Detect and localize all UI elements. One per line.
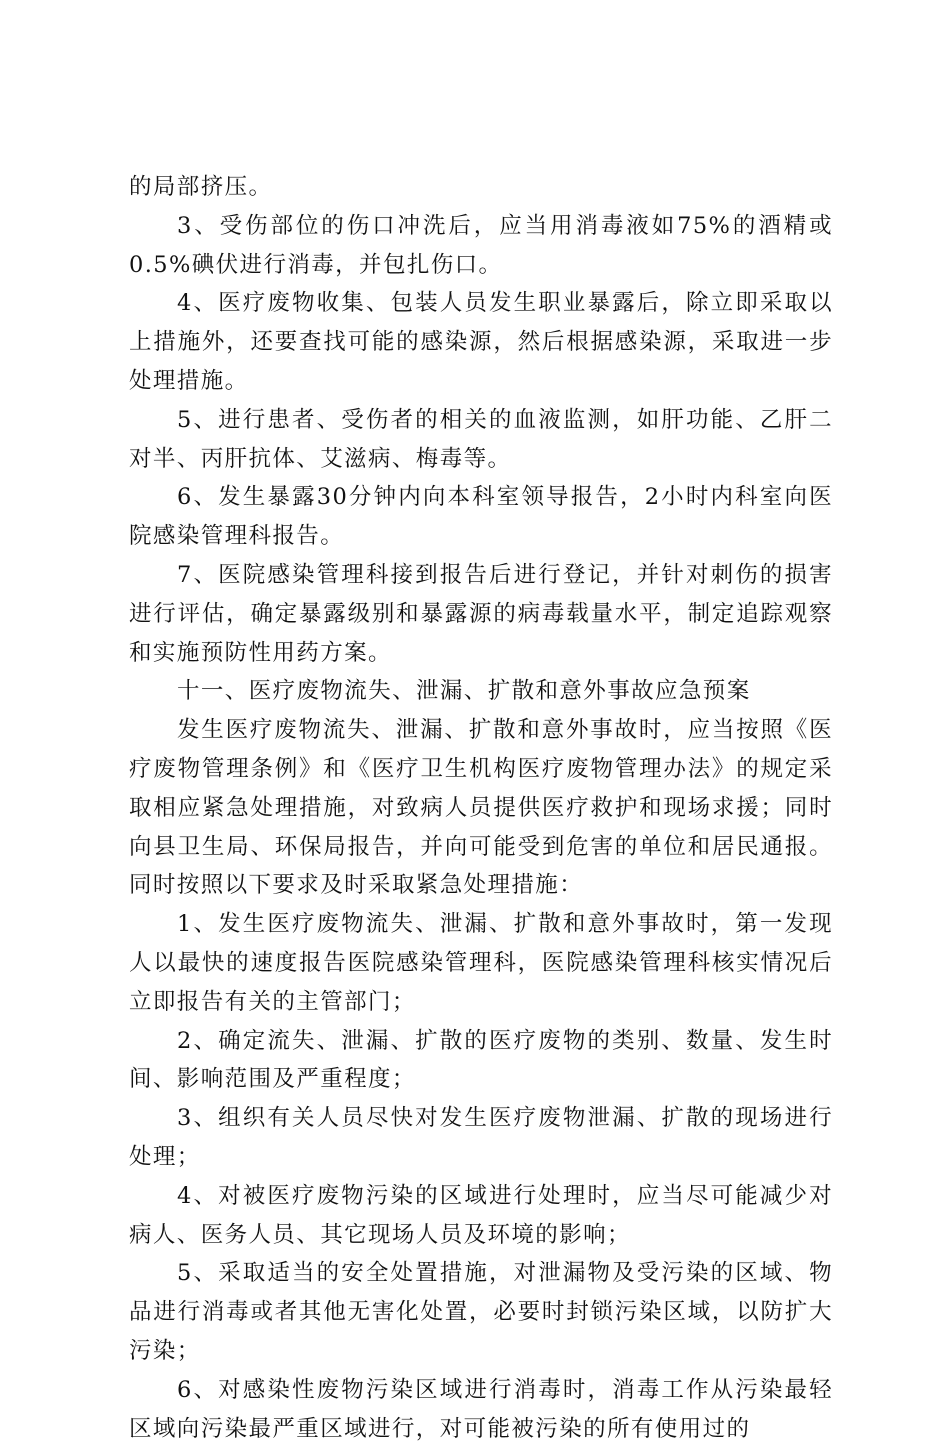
paragraph-section-intro: 发生医疗废物流失、泄漏、扩散和意外事故时，应当按照《医疗废物管理条例》和《医疗卫生机构医疗废物管理办法》的规定采取相应紧急处理措施，对致病人员提供医疗救护和现场求援；同时向县卫生局、环保局报告，并向可能受到危害的单位和居民通报。同时按照以下要求及时采取紧急处理措施：	[129, 717, 833, 899]
paragraph-step-2: 2、确定流失、泄漏、扩散的医疗废物的类别、数量、发生时间、影响范围及严重程度；	[129, 1027, 833, 1093]
paragraph-step-5: 5、采取适当的安全处置措施，对泄漏物及受污染的区域、物品进行消毒或者其他无害化处置，必要时封锁污染区域，以防扩大污染；	[129, 1260, 833, 1364]
paragraph-continuation: 的局部挤压。	[129, 174, 273, 200]
paragraph-item-7-registration: 7、医院感染管理科接到报告后进行登记，并针对刺伤的损害进行评估，确定暴露级别和暴露源的病毒载量水平，制定追踪观察和实施预防性用药方案。	[129, 561, 833, 666]
paragraph-step-4: 4、对被医疗废物污染的区域进行处理时，应当尽可能减少对病人、医务人员、其它现场人员及环境的影响；	[129, 1182, 833, 1248]
paragraph-item-3-wound-disinfection: 3、受伤部位的伤口冲洗后，应当用消毒液如75%的酒精或0.5%碘伏进行消毒，并包扎伤口。	[129, 212, 833, 278]
section-heading-eleven: 十一、医疗废物流失、泄漏、扩散和意外事故应急预案	[177, 678, 751, 705]
paragraph-step-3: 3、组织有关人员尽快对发生医疗废物泄漏、扩散的现场进行处理；	[129, 1105, 833, 1170]
paragraph-item-6-reporting: 6、发生暴露30分钟内向本科室领导报告，2小时内科室向医院感染管理科报告。	[129, 484, 833, 550]
paragraph-step-6: 6、对感染性废物污染区域进行消毒时，消毒工作从污染最轻区域向污染最严重区域进行，对可能被污染的所有使用过的	[129, 1376, 833, 1442]
paragraph-item-5-blood-monitoring: 5、进行患者、受伤者的相关的血液监测，如肝功能、乙肝二对半、丙肝抗体、艾滋病、梅毒等。	[129, 406, 833, 472]
paragraph-item-4-collection-staff: 4、医疗废物收集、包装人员发生职业暴露后，除立即采取以上措施外，还要查找可能的感染源，然后根据感染源，采取进一步处理措施。	[129, 290, 833, 394]
paragraph-step-1: 1、发生医疗废物流失、泄漏、扩散和意外事故时，第一发现人以最快的速度报告医院感染管理科，医院感染管理科核实情况后立即报告有关的主管部门；	[129, 911, 833, 1015]
document-body	[129, 168, 833, 1448]
